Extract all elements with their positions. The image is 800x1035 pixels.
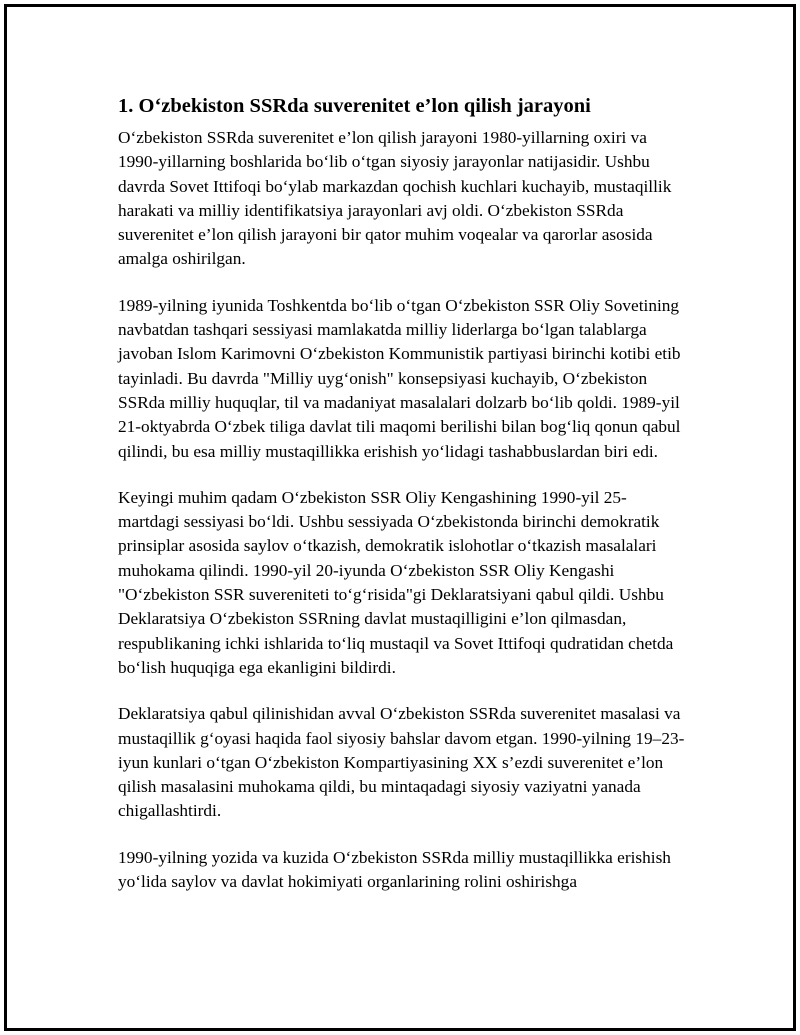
paragraph-3: Keyingi muhim qadam O‘zbekiston SSR Oliy Kengashining 1990-yil 25-martdagi sessiyasi bo‘ldi. Ushbu sessiyada O‘zbekistonda birinchi demokratik prinsiplar asosida saylov o‘tkazish, demokratik islohotlar o‘tkazish masalalari muhokama qilindi. 1990-yil 20-iyunda O‘zbekiston SSR Oliy Kengashi "O‘zbekiston SSR suvereniteti to‘g‘risida"gi Deklaratsiyani qabul qildi. Ushbu Deklaratsiya O‘zbekiston SSRning davlat mustaqilligini e’lon qilmasdan, respublikaning ichki ishlarida to‘liq mustaqil va Sovet Ittifoqi qudratidan chetda bo‘lish huquqiga ega ekanligini bildirdi. bbox=[118, 487, 674, 677]
paragraph-5: 1990-yilning yozida va kuzida O‘zbekiston SSRda milliy mustaqillikka erishish yo‘lida saylov va davlat hokimiyati organlarining rolini oshirishga bbox=[118, 847, 671, 892]
paragraph-1: O‘zbekiston SSRda suverenitet e’lon qilish jarayoni 1980-yillarning oxiri va 1990-yillarning boshlarida bo‘lib o‘tgan siyosiy jarayonlar natijasidir. Ushbu davrda Sovet Ittifoqi bo‘ylab markazdan qochish kuchlari kuchayib, mustaqillik harakati va milliy identifikatsiya jarayonlari avj oldi. O‘zbekiston SSRda suverenitet e’lon qilish jarayoni bir qator muhim voqealar va qarorlar asosida amalga oshirilgan. bbox=[118, 128, 672, 269]
paragraph-4: Deklaratsiya qabul qilinishidan avval O‘zbekiston SSRda suverenitet masalasi va mustaqillik g‘oyasi haqida faol siyosiy bahslar davom etgan. 1990-yilning 19–23-iyun kunlari o‘tgan O‘zbekiston Kompartiyasining XX s’ezdi suverenitet e’lon qilish masalasini muhokama qildi, bu mintaqadagi siyosiy vaziyatni yanada chigallashtirdi. bbox=[118, 704, 685, 821]
document-body bbox=[118, 92, 686, 916]
paragraph-2: 1989-yilning iyunida Toshkentda bo‘lib o‘tgan O‘zbekiston SSR Oliy Sovetining navbatdan tashqari sessiyasi mamlakatda milliy liderlarga bo‘lgan talablarga javoban Islom Karimovni O‘zbekiston Kommunistik partiyasi birinchi kotibi etib tayinladi. Bu davrda "Milliy uyg‘onish" konsepsiyasi kuchayib, O‘zbekiston SSRda milliy huquqlar, til va madaniyat masalalari dolzarb bo‘lib qoldi. 1989-yil 21-oktyabrda O‘zbek tiliga davlat tili maqomi berilishi bilan bog‘liq qonun qabul qilindi, bu esa milliy mustaqillikka erishish yo‘lidagi tashabbuslardan biri edi. bbox=[118, 295, 681, 461]
document-title: 1. O‘zbekiston SSRda suverenitet e’lon qilish jarayoni bbox=[118, 95, 591, 117]
